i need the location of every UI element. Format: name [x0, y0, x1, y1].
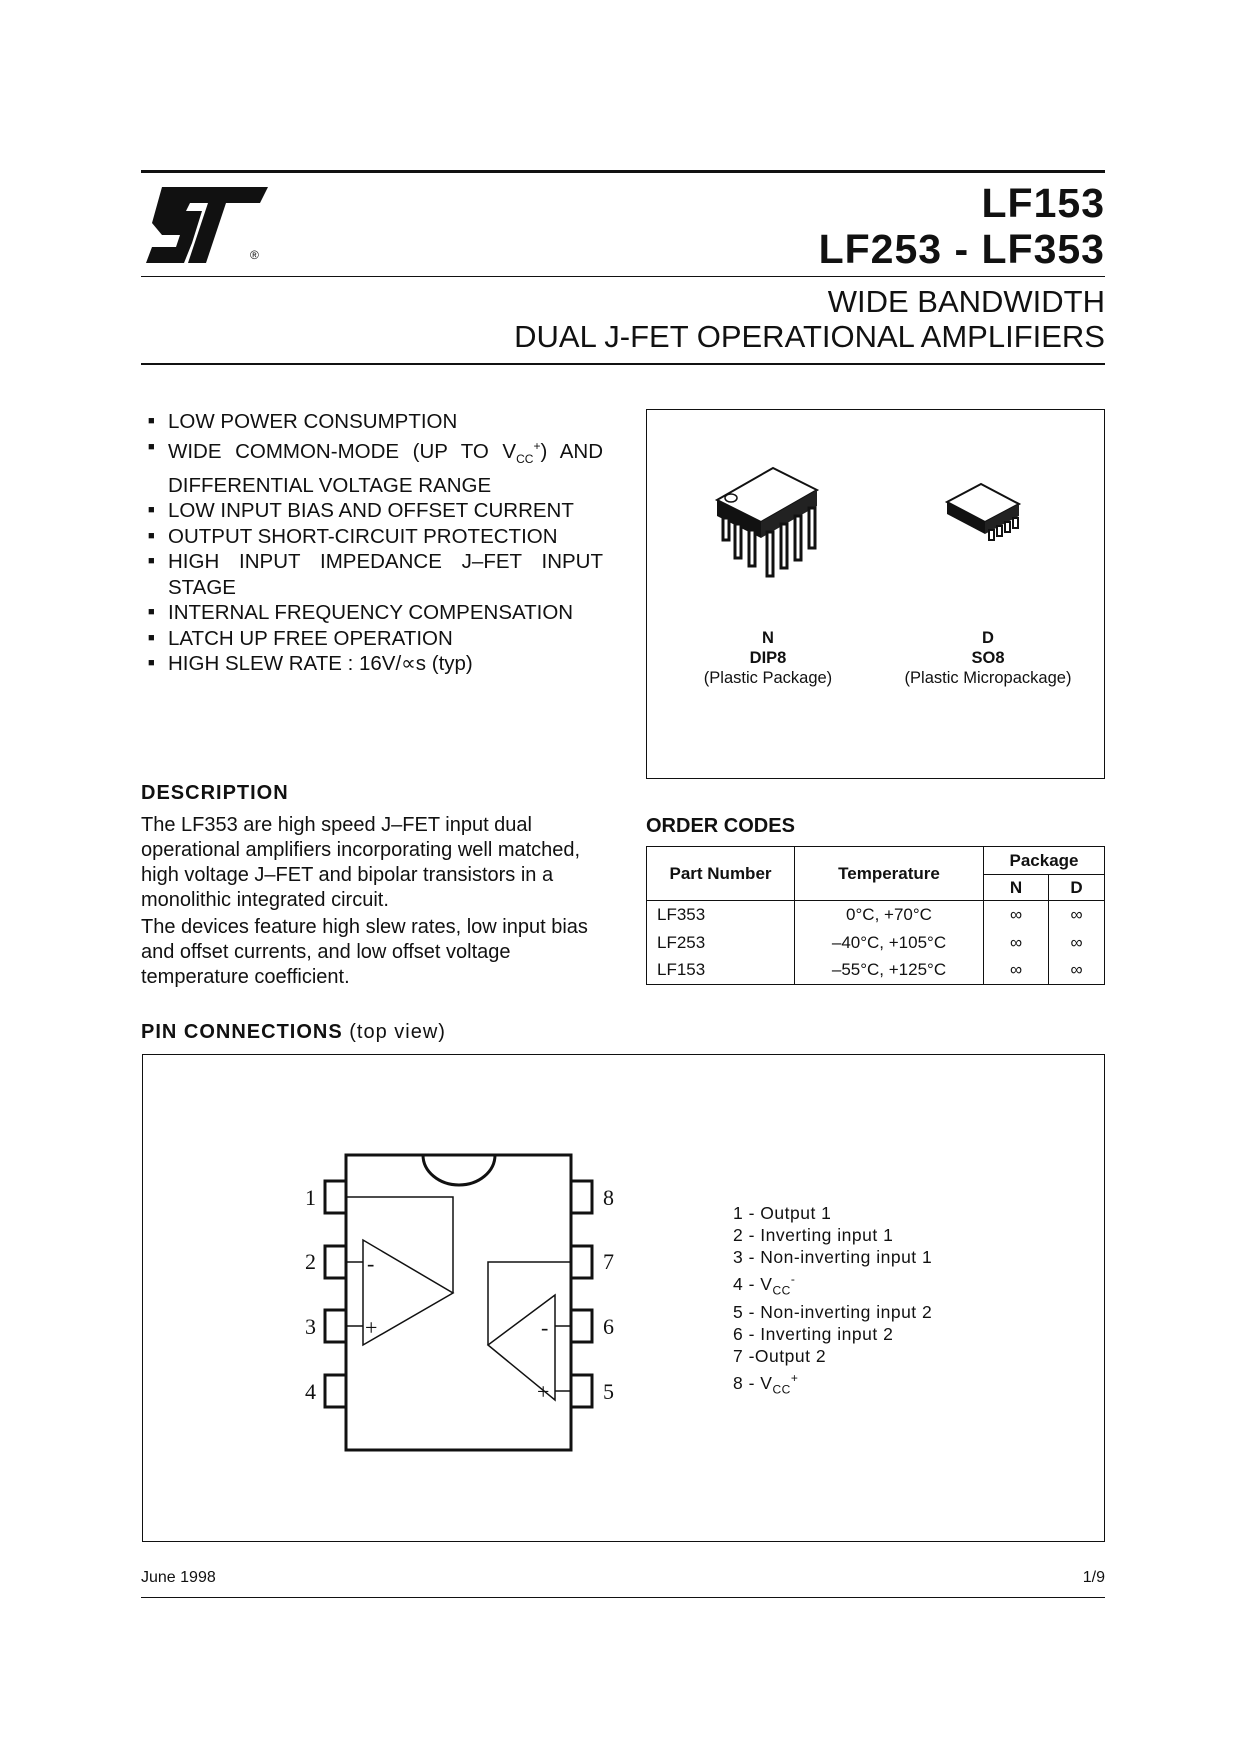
- description-para-1: The LF353 are high speed J–FET input dual operational amplifiers incorporating well matched, high voltage J–FET and bipolar transistors in a monolithic integrated circuit.: [141, 814, 581, 911]
- col-header-d: D: [1049, 875, 1105, 901]
- pin-function-item: 7 -Output 2: [733, 1346, 827, 1367]
- package-d-label: [885, 628, 1091, 688]
- description-text: [141, 813, 603, 992]
- pin-function-item: $4 - V_{CC}^-$: [733, 1272, 796, 1298]
- pin-function-item: 2 - Inverting input 1: [733, 1225, 894, 1245]
- part-numbers: [819, 180, 1105, 272]
- pin-function-list: [733, 1202, 932, 1401]
- top-rule: [141, 170, 1105, 173]
- cell-d: ∞: [1049, 901, 1105, 929]
- cell-n: ∞: [984, 929, 1049, 957]
- description-para-2: The devices feature high slew rates, low input bias and offset currents, and low offset voltage temperature coefficient.: [141, 916, 588, 988]
- pin-number-1: 1: [305, 1185, 316, 1210]
- pin-number-5: 5: [603, 1379, 614, 1404]
- package-desc: (Plastic Package): [703, 669, 833, 687]
- package-box: [646, 409, 1105, 779]
- cell-temp: 0°C, +70°C: [795, 901, 984, 929]
- feature-list: [148, 409, 603, 677]
- header-rule: [141, 276, 1105, 277]
- document-subtitle: [514, 284, 1105, 354]
- cell-d: ∞: [1049, 957, 1105, 985]
- package-code: D: [982, 629, 994, 647]
- feature-item: [148, 435, 603, 499]
- pin-number-4: 4: [305, 1379, 316, 1404]
- pin-connections-suffix: (top view): [349, 1021, 446, 1043]
- pin-function-item: 1 - Output 1: [733, 1203, 832, 1223]
- feature-item: ■ OUTPUT SHORT-CIRCUIT PROTECTION: [148, 524, 603, 550]
- package-type: DIP8: [749, 649, 787, 667]
- pin-function-item: 5 - Non-inverting input 2: [733, 1302, 933, 1323]
- plus-sign-1: +: [365, 1315, 378, 1340]
- cell-part: LF153: [647, 957, 795, 985]
- cell-d: ∞: [1049, 929, 1105, 957]
- so8-package-icon: [943, 480, 1023, 550]
- feature-item: ■ LATCH UP FREE OPERATION: [148, 626, 603, 652]
- part-line-1: LF153: [981, 180, 1105, 226]
- minus-sign-1: -: [367, 1251, 375, 1276]
- feature-text: WIDE COMMON-MODE (UP TO $V_{CC}^+$) AND DIFFERENTIAL VOLTAGE RANGE: [168, 439, 603, 497]
- pin-connections-title: PIN CONNECTIONS: [141, 1021, 343, 1043]
- footer-page: 1/9: [1082, 1569, 1105, 1586]
- package-type: SO8: [971, 649, 1005, 667]
- pin-number-3: 3: [305, 1314, 316, 1339]
- order-codes-title: ORDER CODES: [646, 815, 795, 837]
- feature-item: ■ LOW INPUT BIAS AND OFFSET CURRENT: [148, 498, 603, 524]
- cell-temp: –40°C, +105°C: [795, 929, 984, 957]
- plus-sign-2: +: [537, 1379, 550, 1404]
- st-logo: [144, 185, 272, 265]
- pin-number-7: 7: [603, 1249, 614, 1274]
- table-row: [647, 929, 1105, 957]
- order-codes-table: [646, 846, 1105, 985]
- description-title: DESCRIPTION: [141, 782, 289, 804]
- cell-part: LF253: [647, 929, 795, 957]
- pin-function-item: 6 - Inverting input 2: [733, 1324, 894, 1345]
- pin-number-8: 8: [603, 1185, 614, 1210]
- cell-temp: –55°C, +125°C: [795, 957, 984, 985]
- feature-item: ■ LOW POWER CONSUMPTION: [148, 409, 603, 435]
- subtitle-line-2: DUAL J-FET OPERATIONAL AMPLIFIERS: [514, 319, 1105, 354]
- col-header-part: Part Number: [647, 847, 795, 901]
- feature-item: ■ HIGH INPUT IMPEDANCE J–FET INPUT STAGE: [148, 549, 603, 600]
- package-code: N: [762, 629, 774, 647]
- subtitle-line-1: WIDE BANDWIDTH: [827, 284, 1105, 319]
- minus-sign-2: -: [541, 1315, 549, 1340]
- subtitle-rule: [141, 363, 1105, 365]
- pin-connections-heading: [141, 1021, 446, 1044]
- package-desc: (Plastic Micropackage): [904, 669, 1072, 687]
- feature-item: ■ HIGH SLEW RATE : 16V/∝s (typ): [148, 651, 603, 677]
- registered-mark: ®: [250, 248, 259, 262]
- package-n-label: [675, 628, 861, 688]
- dip8-pinout-diagram: [283, 1145, 643, 1465]
- footer-date: June 1998: [141, 1569, 216, 1586]
- pin-number-6: 6: [603, 1314, 614, 1339]
- cell-n: ∞: [984, 957, 1049, 985]
- pin-function-item: 3 - Non-inverting input 1: [733, 1247, 933, 1267]
- pin-number-2: 2: [305, 1249, 316, 1274]
- col-header-n: N: [984, 875, 1049, 901]
- footer-rule: [141, 1597, 1105, 1598]
- table-row: [647, 901, 1105, 929]
- col-header-temp: Temperature: [795, 847, 984, 901]
- table-row: [647, 957, 1105, 985]
- pin-function-item: $8 - V_{CC}^+$: [733, 1371, 799, 1397]
- part-line-2: LF253 - LF353: [818, 226, 1105, 272]
- col-header-package: Package: [984, 847, 1105, 875]
- feature-item: ■ INTERNAL FREQUENCY COMPENSATION: [148, 600, 603, 626]
- dip8-package-icon: [709, 460, 829, 585]
- pin-connections-box: [142, 1054, 1105, 1542]
- cell-n: ∞: [984, 901, 1049, 929]
- cell-part: LF353: [647, 901, 795, 929]
